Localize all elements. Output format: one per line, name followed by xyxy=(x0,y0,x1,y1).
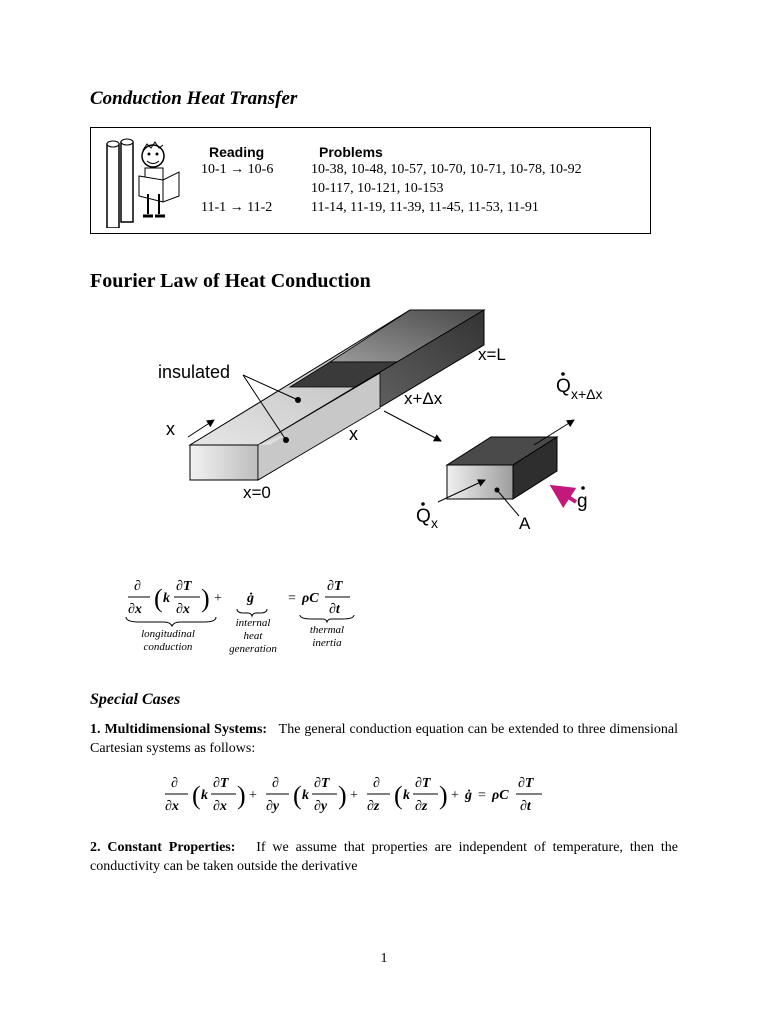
svg-text:(: ( xyxy=(154,584,163,613)
svg-text:+: + xyxy=(350,788,358,803)
label-longitudinal: longitudinal xyxy=(141,628,195,640)
reading-cell-3: 11-1 → 11-2 xyxy=(201,200,273,215)
label-thermal-inertia xyxy=(298,624,356,650)
svg-text:∂: ∂ xyxy=(171,776,178,791)
reader-cartoon-icon xyxy=(103,136,183,228)
svg-text:∂z: ∂z xyxy=(415,799,428,814)
svg-text:(: ( xyxy=(394,781,403,810)
svg-text:): ) xyxy=(439,781,448,810)
label-x-0: x=0 xyxy=(243,483,271,502)
svg-text:∂T: ∂T xyxy=(213,776,229,791)
case-1-label: 1. Multidimensional Systems: xyxy=(90,722,268,737)
svg-text:∂x: ∂x xyxy=(165,799,179,814)
fourier-title: Fourier Law of Heat Conduction xyxy=(90,270,371,292)
svg-text:+: + xyxy=(214,591,222,606)
label-internal-heat-generation xyxy=(222,617,284,656)
svg-text:∂T: ∂T xyxy=(415,776,431,791)
svg-text:=: = xyxy=(288,591,296,606)
svg-text:∂: ∂ xyxy=(134,579,141,594)
svg-text:k: k xyxy=(201,788,208,803)
svg-text:∂x: ∂x xyxy=(213,799,227,814)
reading-problems-table xyxy=(90,127,651,234)
svg-text:∂x: ∂x xyxy=(128,602,142,617)
label-conduction: conduction xyxy=(143,641,193,653)
reading-header: Reading xyxy=(209,144,265,160)
svg-text:∂T: ∂T xyxy=(314,776,330,791)
svg-text:ρC: ρC xyxy=(302,591,319,606)
svg-text:∂T: ∂T xyxy=(518,776,534,791)
label-q-x-dx-sub: x+Δx xyxy=(571,386,603,402)
special-cases-title: Special Cases xyxy=(90,691,181,708)
svg-text:∂t: ∂t xyxy=(520,799,531,814)
svg-text:+: + xyxy=(451,788,459,803)
svg-text:): ) xyxy=(237,781,246,810)
label-g: g xyxy=(577,491,588,512)
label-q-x-dx: Q xyxy=(556,376,571,397)
svg-text:∂y: ∂y xyxy=(266,799,280,814)
label-inertia: inertia xyxy=(312,637,342,649)
svg-text:): ) xyxy=(201,584,210,613)
svg-text:ġ: ġ xyxy=(247,591,254,606)
svg-text:(: ( xyxy=(293,781,302,810)
svg-text:+: + xyxy=(249,788,257,803)
label-x-mid: x xyxy=(349,424,358,444)
label-heat: heat xyxy=(243,630,263,642)
svg-text:∂T: ∂T xyxy=(176,579,192,594)
heat-conduction-figure xyxy=(0,300,768,545)
reading-cell-1: 10-1 → 10-6 xyxy=(201,162,274,177)
svg-text:=: = xyxy=(478,788,486,803)
label-thermal: thermal xyxy=(309,624,345,636)
svg-text:∂: ∂ xyxy=(272,776,279,791)
svg-text:): ) xyxy=(338,781,347,810)
svg-text:∂: ∂ xyxy=(373,776,380,791)
heat-equation-3d xyxy=(160,772,560,822)
label-internal: internal xyxy=(235,617,271,629)
svg-text:k: k xyxy=(163,591,170,606)
problems-cell-1: 10-38, 10-48, 10-57, 10-70, 10-71, 10-78, 10-92 xyxy=(311,162,582,177)
label-generation: generation xyxy=(229,643,277,655)
svg-text:(: ( xyxy=(192,781,201,810)
case-1-text: The general conduction equation can be extended to three dimensional Cartesian systems as follows: xyxy=(90,722,678,756)
svg-text:∂z: ∂z xyxy=(367,799,380,814)
label-q-x-sub: x xyxy=(431,515,438,531)
problems-header: Problems xyxy=(319,144,383,160)
problems-cell-2: 10-117, 10-121, 10-153 xyxy=(311,181,444,196)
label-longitudinal-conduction xyxy=(122,628,214,654)
svg-text:∂y: ∂y xyxy=(314,799,328,814)
section-title: Conduction Heat Transfer xyxy=(90,88,298,109)
svg-text:∂T: ∂T xyxy=(327,579,343,594)
label-x-L: x=L xyxy=(478,345,506,364)
label-q-x: Q xyxy=(416,506,431,527)
case-2-text: If we assume that properties are independent of temperature, then the conductivity can be taken outside the derivative xyxy=(90,840,678,874)
label-x-arrow: x xyxy=(166,419,175,439)
label-x-dx: x+Δx xyxy=(404,389,443,408)
svg-text:k: k xyxy=(302,788,309,803)
label-A: A xyxy=(519,514,531,533)
svg-text:ġ: ġ xyxy=(465,788,472,803)
svg-text:∂t: ∂t xyxy=(329,602,340,617)
label-insulated: insulated xyxy=(158,362,231,382)
svg-text:k: k xyxy=(403,788,410,803)
case-2 xyxy=(90,838,678,876)
case-1 xyxy=(90,720,678,758)
problems-cell-3: 11-14, 11-19, 11-39, 11-45, 11-53, 11-91 xyxy=(311,200,539,215)
svg-text:∂x: ∂x xyxy=(176,602,190,617)
svg-text:ρC: ρC xyxy=(492,788,509,803)
case-2-label: 2. Constant Properties: xyxy=(90,840,236,855)
page-number: 1 xyxy=(380,951,388,966)
